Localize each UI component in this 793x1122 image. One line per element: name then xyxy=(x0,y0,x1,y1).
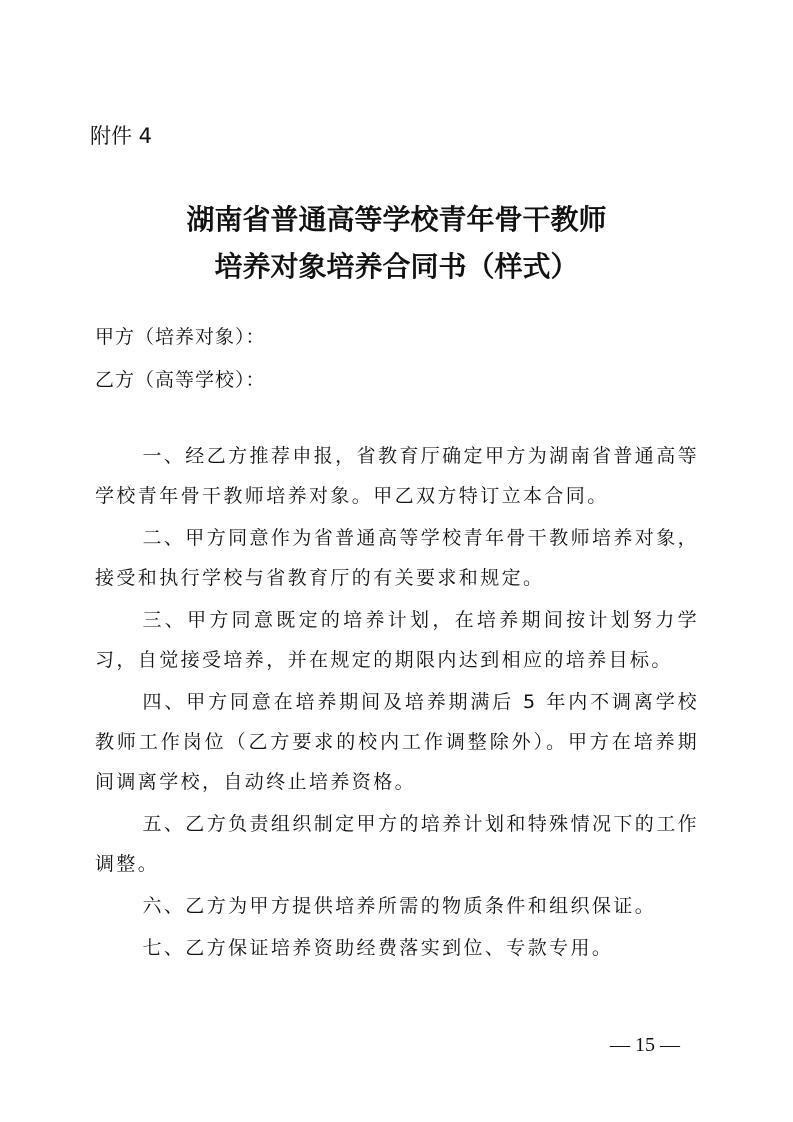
party-b-label: 乙方（高等学校）： xyxy=(95,369,266,391)
document-title-line-1: 湖南省普通高等学校青年骨干教师 xyxy=(186,203,607,236)
clause-5: 五、乙方负责组织制定甲方的培养计划和特殊情况下的工作调整。 xyxy=(95,813,699,875)
party-a-label: 甲方（培养对象）： xyxy=(95,326,266,348)
document-title-line-2: 培养对象培养合同书（样式） xyxy=(214,250,579,283)
clause-6: 六、乙方为甲方提供培养所需的物质条件和组织保证。 xyxy=(142,895,657,917)
clause-4: 四、甲方同意在培养期间及培养期满后 5 年内不调离学校教师工作岗位（乙方要求的校内工作调整除外）。甲方在培养期间调离学校，自动终止培养资格。 xyxy=(95,691,699,793)
contract-body xyxy=(95,436,699,970)
clause-1: 一、经乙方推荐申报，省教育厅确定甲方为湖南省普通高等学校青年骨干教师培养对象。甲乙双方特订立本合同。 xyxy=(95,445,699,507)
clause-3: 三、甲方同意既定的培养计划，在培养期间按计划努力学习，自觉接受培养，并在规定的期限内达到相应的培养目标。 xyxy=(95,609,699,671)
clause-2: 二、甲方同意作为省普通高等学校青年骨干教师培养对象，接受和执行学校与省教育厅的有关要求和规定。 xyxy=(95,527,699,589)
attachment-label: 附件 4 xyxy=(90,124,153,148)
page-number: — 15 — xyxy=(610,1034,680,1056)
clause-7: 七、乙方保证培养资助经费落实到位、专款专用。 xyxy=(142,937,614,959)
